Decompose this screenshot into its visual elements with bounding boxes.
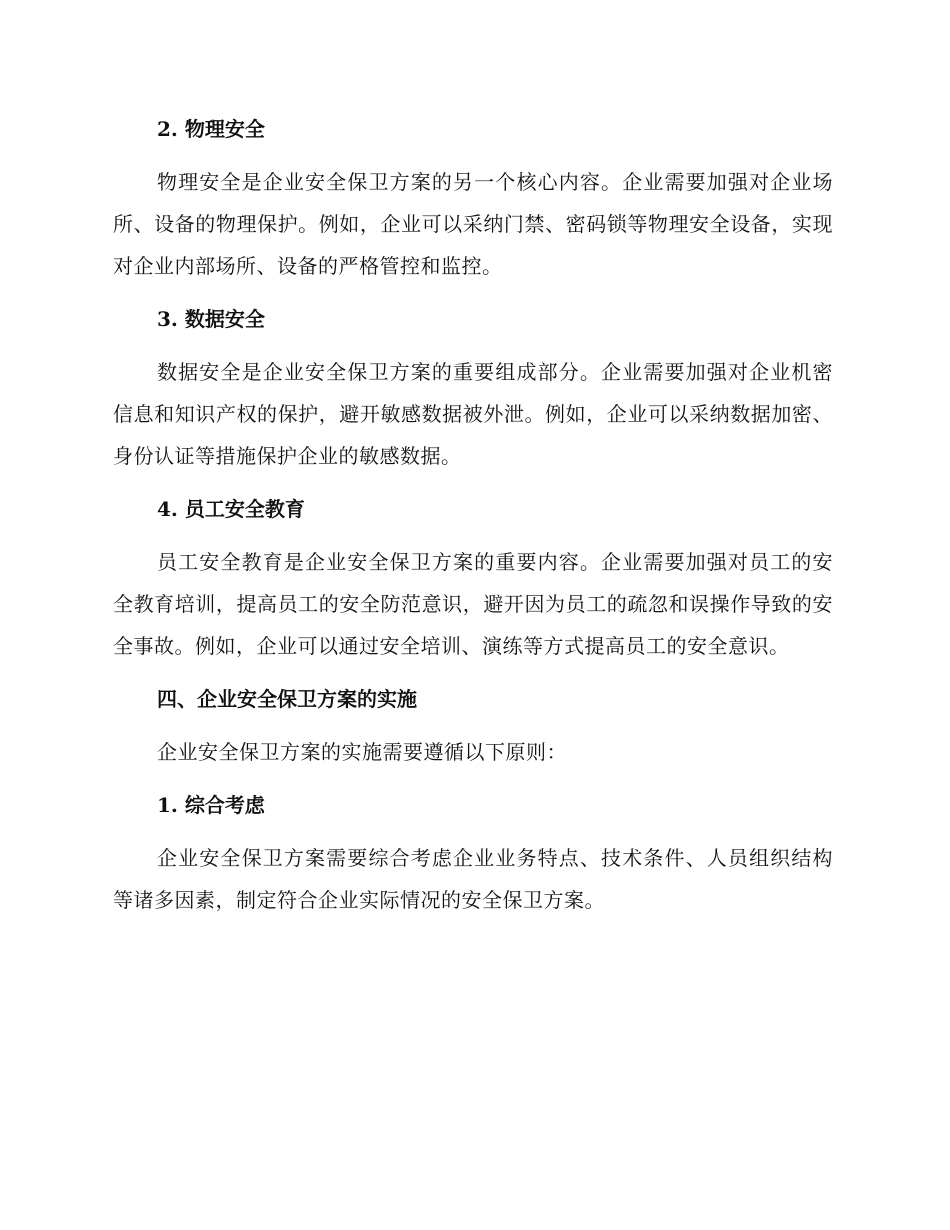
paragraph-implementation-intro: 企业安全保卫方案的实施需要遵循以下原则： xyxy=(157,740,567,764)
paragraph-physical-security: 物理安全是企业安全保卫方案的另一个核心内容。企业需要加强对企业场所、设备的物理保护。例如，企业可以采纳门禁、密码锁等物理安全设备，实现对企业内部场所、设备的严格管控和监控。 xyxy=(113,170,833,278)
paragraph-comprehensive: 企业安全保卫方案需要综合考虑企业业务特点、技术条件、人员组织结构等诸多因素，制定符合企业实际情况的安全保卫方案。 xyxy=(113,846,833,912)
paragraph-data-security: 数据安全是企业安全保卫方案的重要组成部分。企业需要加强对企业机密信息和知识产权的保护，避开敏感数据被外泄。例如，企业可以采纳数据加密、身份认证等措施保护企业的敏感数据。 xyxy=(113,360,833,468)
section-heading-physical-security: 2. 物理安全 xyxy=(157,117,265,141)
paragraph-employee-education: 员工安全教育是企业安全保卫方案的重要内容。企业需要加强对员工的安全教育培训，提高员工的安全防范意识，避开因为员工的疏忽和误操作导致的安全事故。例如，企业可以通过安全培训、演练等方式提高员工的安全意识。 xyxy=(113,550,833,658)
chapter-heading-implementation: 四、企业安全保卫方案的实施 xyxy=(157,687,417,711)
section-heading-comprehensive: 1. 综合考虑 xyxy=(157,793,265,817)
section-heading-employee-education: 4. 员工安全教育 xyxy=(157,497,305,521)
document-body xyxy=(113,108,833,932)
section-heading-data-security: 3. 数据安全 xyxy=(157,307,265,331)
